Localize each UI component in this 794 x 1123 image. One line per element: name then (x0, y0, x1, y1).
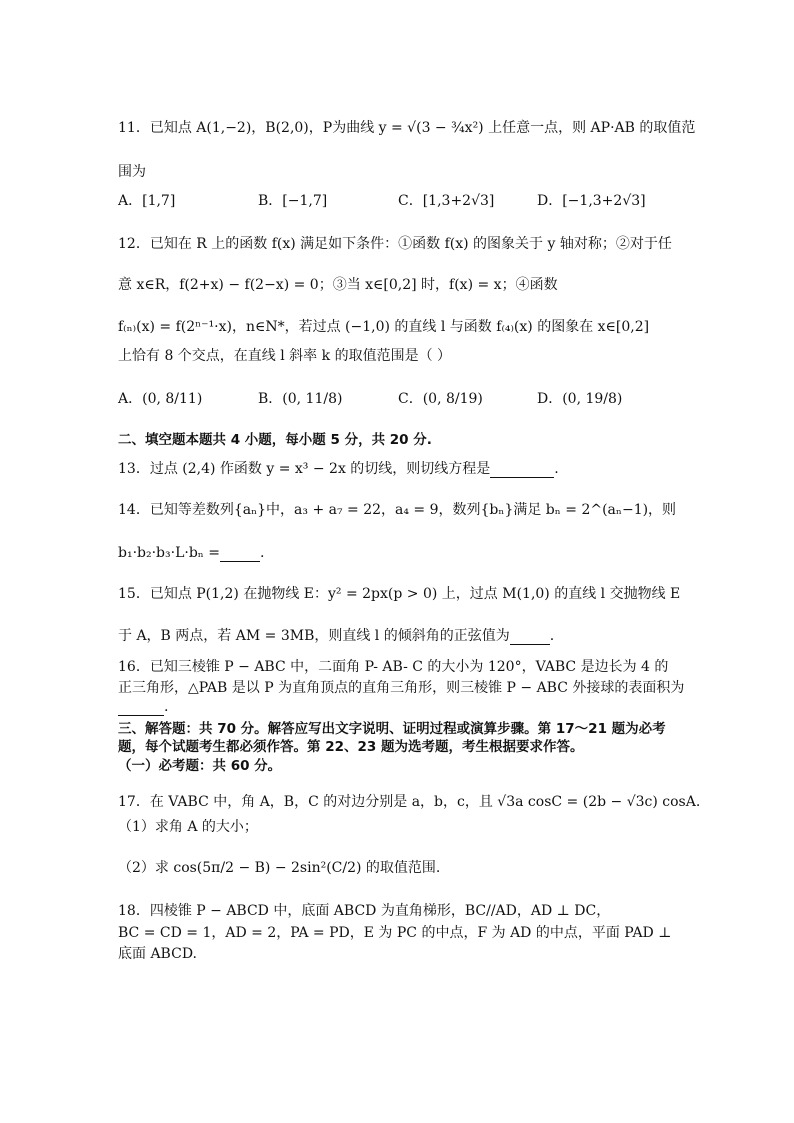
q11-option-a: A．[1,7] (118, 193, 176, 209)
q12-option-a: A．(0, 8/11) (118, 391, 203, 407)
q14-product-text: b₁·b₂·b₃·L·bₙ = (118, 545, 221, 561)
q17-line2: （1）求角 A 的大小； (118, 819, 258, 835)
q16-answer-blank[interactable] (118, 715, 164, 716)
q14-line2: b₁·b₂·b₃·L·bₙ = . (118, 545, 265, 561)
q12-line3: f₍ₙ₎(x) = f(2ⁿ⁻¹·x)，n∈N*，若过点 (−1,0) 的直线 l 与函数 f₍₄₎(x) 的图象在 x∈[0,2] (118, 319, 650, 335)
q11-option-c: C．[1,3+2√3] (398, 193, 495, 209)
q13-answer-blank[interactable] (490, 477, 554, 478)
q16-line1: 16．已知三棱锥 P − ABC 中，二面角 P- AB- C 的大小为 120°，VABC 是边长为 4 的 (118, 659, 669, 675)
q12-line1: 12．已知在 R 上的函数 f(x) 满足如下条件：①函数 f(x) 的图象关于 y 轴对称；②对于任 (118, 236, 672, 252)
section2-heading: 二、填空题本题共 4 小题，每小题 5 分，共 20 分. (118, 432, 432, 448)
section3-line2: 题，每个试题考生都必须作答。第 22、23 题为选考题，考生根据要求作答。 (118, 739, 584, 755)
q12-line2: 意 x∈R，f(2+x) − f(2−x) = 0；③当 x∈[0,2] 时，f(x) = x；④函数 (118, 277, 558, 293)
q18-line1: 18．四棱锥 P − ABCD 中，底面 ABCD 为直角梯形，BC//AD，AD ⊥ DC， (118, 903, 611, 919)
section3-line1: 三、解答题：共 70 分。解答应写出文字说明、证明过程或演算步骤。第 17～21 题为必考 (118, 721, 666, 737)
q18-line2: BC = CD = 1，AD = 2，PA = PD，E 为 PC 的中点，F 为 AD 的中点，平面 PAD ⊥ (118, 925, 672, 941)
q15-text: 于 A，B 两点，若 AM = 3MB，则直线 l 的倾斜角的正弦值为 (118, 628, 510, 644)
q12-option-b: B．(0, 11/8) (258, 391, 343, 407)
q12-option-c: C．(0, 8/19) (398, 391, 483, 407)
q15-answer-blank[interactable] (510, 644, 550, 645)
q18-line3: 底面 ABCD. (118, 946, 197, 962)
q13-line: 13．过点 (2,4) 作函数 y = x³ − 2x 的切线，则切线方程是 . (118, 461, 559, 477)
q17-line1: 17．在 VABC 中，角 A，B，C 的对边分别是 a，b，c，且 √3a cosC = (2b − √3c) cosA. (118, 794, 701, 810)
q12-option-d: D．(0, 19/8) (537, 391, 623, 407)
q11-line2: 围为 (118, 164, 146, 180)
q14-answer-blank[interactable] (220, 561, 260, 562)
q12-line4: 上恰有 8 个交点，在直线 l 斜率 k 的取值范围是（ ） (118, 348, 452, 364)
q11-option-b: B．[−1,7] (258, 193, 328, 209)
q14-line1: 14．已知等差数列{aₙ}中，a₃ + a₇ = 22，a₄ = 9，数列{bₙ}满足 bₙ = 2^(aₙ−1)，则 (118, 502, 677, 518)
q15-line2: 于 A，B 两点，若 AM = 3MB，则直线 l 的倾斜角的正弦值为 . (118, 628, 555, 644)
q11-line1: 11．已知点 A(1,−2)，B(2,0)，P为曲线 y = √(3 − ¾x²) 上任意一点，则 AP·AB 的取值范 (118, 120, 696, 136)
q15-line1: 15．已知点 P(1,2) 在抛物线 E：y² = 2px(p > 0) 上，过点 M(1,0) 的直线 l 交抛物线 E (118, 586, 681, 602)
q16-line3: . (118, 698, 678, 716)
q16-line2: 正三角形，△PAB 是以 P 为直角顶点的直角三角形，则三棱锥 P − ABC 外接球的表面积为 (118, 680, 685, 696)
q17-line3: （2）求 cos(5π/2 − B) − 2sin²(C/2) 的取值范围. (118, 860, 441, 876)
q11-option-d: D．[−1,3+2√3] (537, 193, 646, 209)
q13-text: 13．过点 (2,4) 作函数 y = x³ − 2x 的切线，则切线方程是 (118, 461, 491, 477)
section3-line3: （一）必考题：共 60 分。 (118, 758, 282, 774)
